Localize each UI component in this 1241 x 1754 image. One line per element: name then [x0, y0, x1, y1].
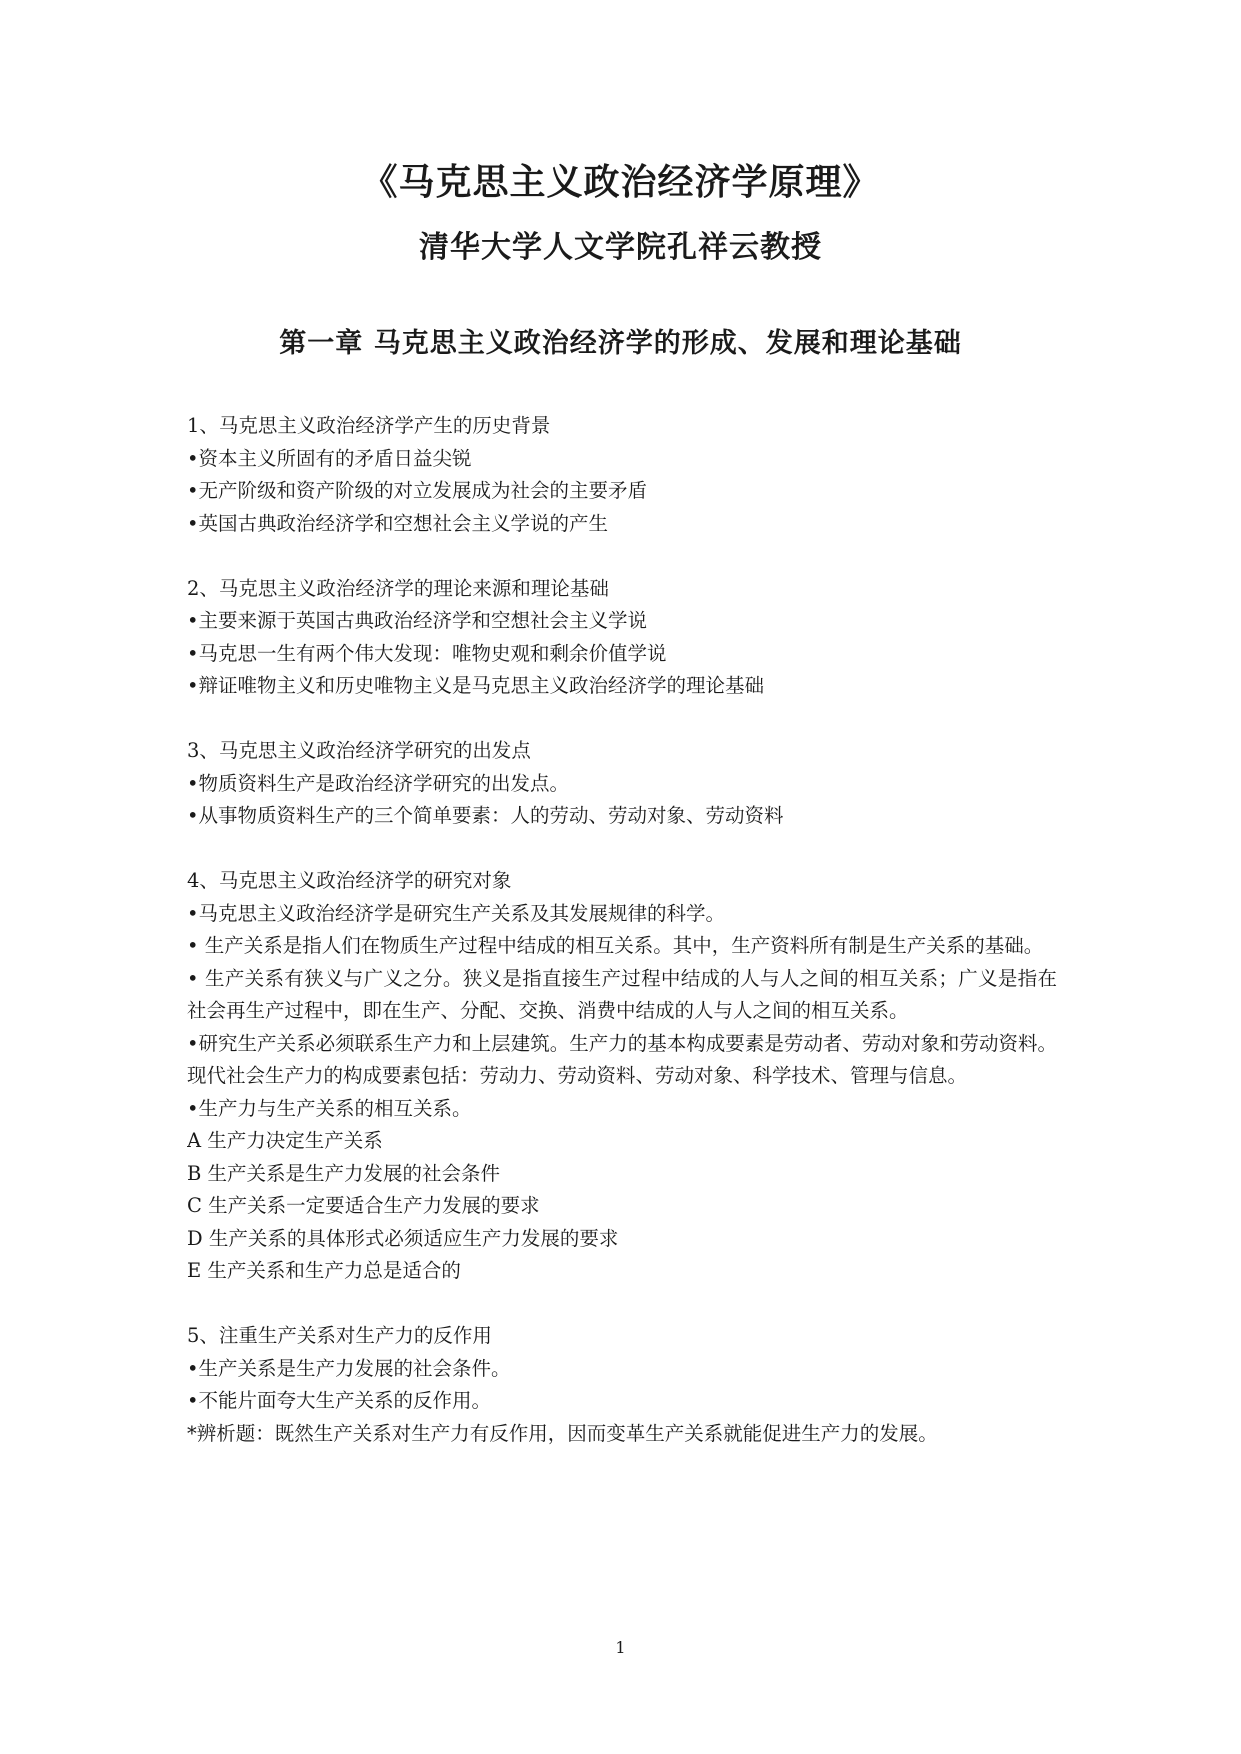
bullet-line: •不能片面夸大生产关系的反作用。 — [187, 1389, 492, 1412]
option-line: C 生产关系一定要适合生产力发展的要求 — [187, 1194, 540, 1217]
bullet-line: •英国古典政治经济学和空想社会主义学说的产生 — [187, 511, 609, 535]
section-heading: 5、注重生产关系对生产力的反作用 — [187, 1324, 492, 1347]
section-heading: 4、马克思主义政治经济学的研究对象 — [187, 869, 512, 892]
bullet-line: •生产关系是生产力发展的社会条件。 — [187, 1356, 511, 1380]
bullet-line: •物质资料生产是政治经济学研究的出发点。 — [187, 771, 570, 795]
chapter-heading: 第一章 马克思主义政治经济学的形成、发展和理论基础 — [279, 328, 962, 359]
bullet-line: •资本主义所固有的矛盾日益尖锐 — [187, 446, 472, 470]
bullet-line: •马克思主义政治经济学是研究生产关系及其发展规律的科学。 — [187, 901, 726, 925]
section-heading: 3、马克思主义政治经济学研究的出发点 — [187, 739, 531, 762]
option-line: A 生产力决定生产关系 — [187, 1129, 383, 1152]
page-number: 1 — [615, 1638, 626, 1657]
bullet-line: •马克思一生有两个伟大发现：唯物史观和剩余价值学说 — [187, 641, 667, 665]
bullet-line: •辩证唯物主义和历史唯物主义是马克思主义政治经济学的理论基础 — [187, 674, 765, 697]
section-heading: 1、马克思主义政治经济学产生的历史背景 — [187, 414, 551, 437]
section-3 — [187, 735, 1057, 833]
bullet-paragraph: •研究生产关系必须联系生产力和上层建筑。生产力的基本构成要素是劳动者、劳动对象和劳动资料。现代社会生产力的构成要素包括：劳动力、劳动资料、劳动对象、科学技术、管理与信息。 — [187, 1031, 1057, 1087]
bullet-paragraph: • 生产关系是指人们在物质生产过程中结成的相互关系。其中，生产资料所有制是生产关系的基础。 — [187, 934, 1044, 957]
document-title: 《马克思主义政治经济学原理》 — [361, 162, 880, 203]
bullet-paragraph: • 生产关系有狭义与广义之分。狭义是指直接生产过程中结成的人与人之间的相互关系；广义是指在社会再生产过程中，即在生产、分配、交换、消费中结成的人与人之间的相互关系。 — [187, 966, 1057, 1022]
option-line: E 生产关系和生产力总是适合的 — [187, 1259, 461, 1282]
document-body — [187, 410, 1057, 1450]
section-2 — [187, 573, 1057, 703]
section-1 — [187, 410, 1057, 540]
author-line: 清华大学人文学院孔祥云教授 — [419, 230, 822, 265]
option-line: D 生产关系的具体形式必须适应生产力发展的要求 — [187, 1226, 619, 1250]
bullet-line: •从事物质资料生产的三个简单要素：人的劳动、劳动对象、劳动资料 — [187, 804, 784, 827]
bullet-line: •无产阶级和资产阶级的对立发展成为社会的主要矛盾 — [187, 479, 648, 502]
option-line: B 生产关系是生产力发展的社会条件 — [187, 1161, 501, 1185]
section-5 — [187, 1320, 1057, 1450]
section-heading: 2、马克思主义政治经济学的理论来源和理论基础 — [187, 576, 609, 600]
bullet-line: •主要来源于英国古典政治经济学和空想社会主义学说 — [187, 609, 648, 632]
section-4 — [187, 865, 1057, 1288]
bullet-line: •生产力与生产关系的相互关系。 — [187, 1096, 472, 1120]
discussion-question: *辨析题：既然生产关系对生产力有反作用，因而变革生产关系就能促进生产力的发展。 — [187, 1421, 938, 1445]
